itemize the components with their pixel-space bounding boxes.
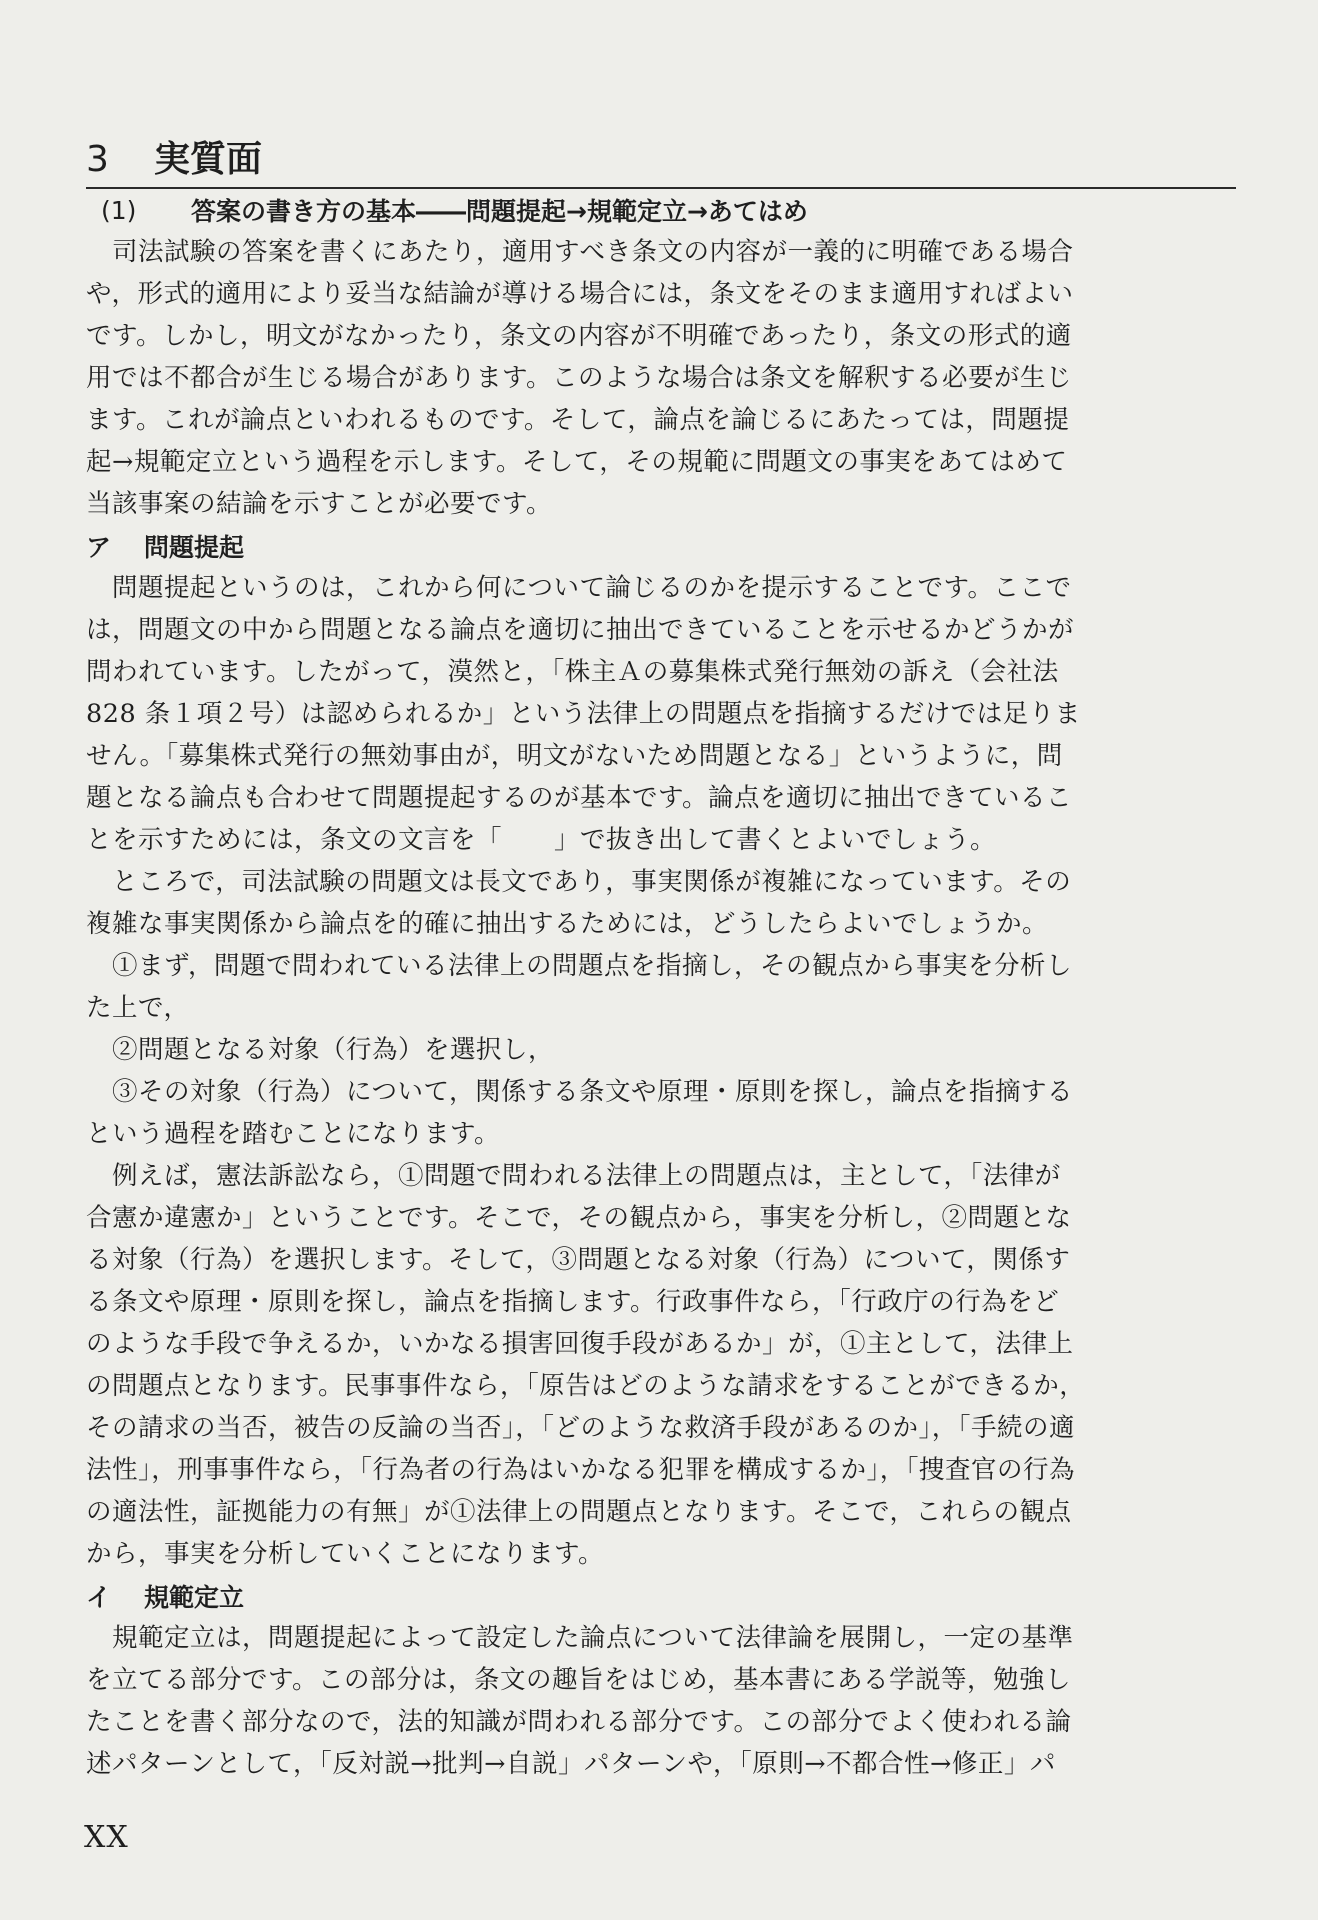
subsection-number: (1) (101, 195, 137, 225)
heading-a-number: ア (86, 533, 112, 562)
norm-setting-paragraph-1 (86, 1617, 1232, 1785)
step-3-paragraph (86, 1071, 1232, 1155)
text-line: 例えば，憲法訴訟なら，①問題で問われる法律上の問題点は，主として，「法律が (112, 1161, 1061, 1191)
heading-problem-statement (86, 525, 1232, 567)
text-line: 法性」，刑事事件なら，「行為者の行為はいかなる犯罪を構成するか」，「捜査官の行為 (86, 1455, 1076, 1485)
text-line: 複雑な事実関係から論点を的確に抽出するためには，どうしたらよいでしょうか。 (86, 909, 1049, 939)
problem-statement-paragraph-3 (86, 1155, 1232, 1575)
text-line: のような手段で争えるか，いかなる損害回復手段があるか」が，①主として，法律上 (86, 1329, 1074, 1359)
text-line: という過程を踏むことになります。 (86, 1119, 500, 1149)
text-line: 用では不都合が生じる場合があります。このような場合は条文を解釈する必要が生じ (86, 363, 1072, 393)
text-line: の適法性，証拠能力の有無」が①法律上の問題点となります。そこで，これらの観点 (86, 1497, 1072, 1527)
text-line: ます。これが論点といわれるものです。そして，論点を論じるにあたっては，問題提 (86, 405, 1070, 435)
heading-i-title: 規範定立 (144, 1583, 245, 1612)
text-line: 司法試験の答案を書くにあたり，適用すべき条文の内容が一義的に明確である場合 (112, 237, 1074, 267)
page-content (86, 130, 1232, 1785)
section-number: 3 (86, 139, 109, 180)
subsection-heading (86, 189, 1232, 231)
text-line: 題となる論点も合わせて問題提起するのが基本です。論点を適切に抽出できているこ (86, 783, 1072, 813)
text-line: 合憲か違憲か」ということです。そこで，その観点から，事実を分析し，②問題とな (86, 1203, 1072, 1233)
step-1-paragraph (86, 945, 1232, 1029)
step-2-paragraph (86, 1029, 1232, 1071)
text-line: 当該事案の結論を示すことが必要です。 (86, 489, 552, 519)
heading-norm-setting (86, 1575, 1232, 1617)
subsection-title: 答案の書き方の基本――問題提起→規範定立→あてはめ (191, 197, 808, 226)
text-line: の問題点となります。民事事件なら，「原告はどのような請求をすることができるか， (86, 1371, 1086, 1401)
problem-statement-paragraph-1 (86, 567, 1232, 861)
page-number: XX (84, 1820, 129, 1855)
text-line: や，形式的適用により妥当な結論が導ける場合には，条文をそのまま適用すればよい (86, 279, 1074, 309)
text-line: を立てる部分です。この部分は，条文の趣旨をはじめ，基本書にある学説等，勉強し (86, 1665, 1071, 1695)
text-line: た上で， (86, 993, 190, 1023)
text-line: る対象（行為）を選択します。そして，③問題となる対象（行為）について，関係す (86, 1245, 1071, 1275)
intro-paragraph (86, 231, 1232, 525)
text-line: その請求の当否，被告の反論の当否」，「どのような救済手段があるのか」，「手続の適 (86, 1413, 1076, 1443)
text-line: 問題提起というのは，これから何について論じるのかを提示することです。ここで (112, 573, 1072, 603)
text-line: ②問題となる対象（行為）を選択し， (112, 1035, 555, 1065)
section-heading (86, 130, 1232, 182)
text-line: ③その対象（行為）について，関係する条文や原理・原則を探し，論点を指摘する (112, 1077, 1073, 1107)
heading-a-title: 問題提起 (144, 533, 245, 562)
text-line: とを示すためには，条文の文言を「 」で抜き出して書くとよいでしょう。 (86, 825, 997, 855)
text-line: る条文や原理・原則を探し，論点を指摘します。行政事件なら，「行政庁の行為をど (86, 1287, 1060, 1317)
text-line: ①まず，問題で問われている法律上の問題点を指摘し，その観点から事実を分析し (112, 951, 1072, 981)
text-line: たことを書く部分なので，法的知識が問われる部分です。この部分でよく使われる論 (86, 1707, 1072, 1737)
text-line: 問われています。したがって，漠然と，「株主Ａの募集株式発行無効の訴え（会社法 (86, 657, 1059, 687)
text-line: は，問題文の中から問題となる論点を適切に抽出できていることを示せるかどうかが (86, 615, 1075, 645)
text-line: 規範定立は，問題提起によって設定した論点について法律論を展開し，一定の基準 (112, 1623, 1074, 1653)
problem-statement-paragraph-2 (86, 861, 1232, 945)
section-title: 実質面 (154, 139, 263, 180)
text-line: せん。「募集株式発行の無効事由が，明文がないため問題となる」というように，問 (86, 741, 1063, 771)
text-line: 述パターンとして，「反対説→批判→自説」パターンや，「原則→不都合性→修正」パ (86, 1749, 1056, 1779)
text-line: ところで，司法試験の問題文は長文であり，事実関係が複雑になっています。その (112, 867, 1072, 897)
text-line: 起→規範定立という過程を示します。そして，その規範に問題文の事実をあてはめて (86, 447, 1068, 477)
text-line: 828 条１項２号）は認められるか」という法律上の問題点を指摘するだけでは足りま (86, 699, 1081, 729)
heading-i-number: イ (86, 1583, 112, 1612)
text-line: から，事実を分析していくことになります。 (86, 1539, 604, 1569)
text-line: です。しかし，明文がなかったり，条文の内容が不明確であったり，条文の形式的適 (86, 321, 1072, 351)
